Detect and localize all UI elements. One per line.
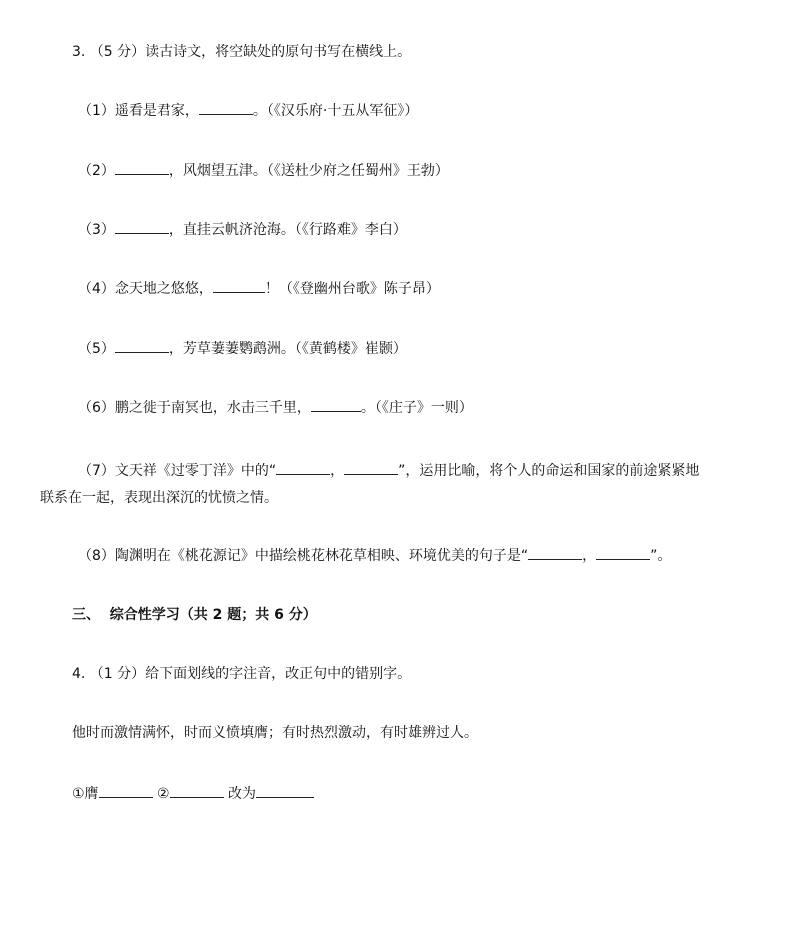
item-text-post: ”。	[650, 548, 672, 564]
item-text-pre: （2）	[78, 163, 115, 179]
q3-item-6	[78, 397, 473, 418]
item-text-mid: ，	[330, 463, 345, 479]
answer-label-3: 改为	[228, 786, 257, 802]
q4-header: 4. （1 分）给下面划线的字注音，改正句中的错别字。	[72, 666, 412, 682]
answer-blank[interactable]	[99, 783, 153, 798]
item-text-pre: （3）	[78, 222, 115, 238]
item-text-pre: （6）鹏之徙于南冥也，水击三千里，	[78, 400, 311, 416]
answer-label-1: ①膺	[72, 786, 99, 802]
item-text-post: ”，运用比喻，将个人的命运和国家的前途紧紧地	[398, 463, 700, 479]
answer-blank[interactable]	[115, 219, 169, 234]
answer-label-2: ②	[157, 786, 170, 802]
item-text-pre: （5）	[78, 341, 115, 357]
q4-answer-line	[72, 783, 314, 804]
answer-blank[interactable]	[311, 397, 361, 412]
item-text-pre: （1）遥看是君家，	[78, 103, 199, 119]
item-text-post: ！（《登幽州台歌》陈子昂）	[264, 281, 440, 297]
answer-blank[interactable]	[276, 460, 330, 475]
answer-blank[interactable]	[256, 783, 314, 798]
answer-blank[interactable]	[528, 545, 582, 560]
answer-blank[interactable]	[115, 338, 169, 353]
item-text-pre: （7）文天祥《过零丁洋》中的“	[78, 463, 277, 479]
q3-item-7	[78, 460, 699, 481]
q3-item-2	[78, 160, 449, 181]
answer-blank[interactable]	[344, 460, 398, 475]
item-text-pre: （8）陶渊明在《桃花源记》中描绘桃花林花草相映、环境优美的句子是“	[78, 548, 529, 564]
q3-item-8	[78, 545, 671, 566]
item-text-post: ，风烟望五津。（《送杜少府之任蜀州》王勃）	[168, 163, 449, 179]
item-text-pre: （4）念天地之悠悠，	[78, 281, 213, 297]
answer-blank[interactable]	[115, 160, 169, 175]
item-text-post: ，直挂云帆济沧海。（《行路难》李白）	[168, 222, 407, 238]
q4-sentence: 他时而激情满怀，时而义愤填膺；有时热烈激动，有时雄辨过人。	[72, 725, 478, 741]
answer-blank[interactable]	[199, 100, 253, 115]
q3-item-4	[78, 278, 440, 299]
q3-item-1	[78, 100, 418, 121]
item-text-mid: ，	[582, 548, 597, 564]
q3-item-7-continued: 联系在一起，表现出深沉的忧愤之情。	[40, 490, 278, 506]
answer-blank[interactable]	[596, 545, 650, 560]
q3-item-3	[78, 219, 407, 240]
item-text-post: 。（《庄子》一则）	[360, 400, 473, 416]
item-text-post: 。（《汉乐府·十五从军征》）	[252, 103, 419, 119]
answer-blank[interactable]	[170, 783, 224, 798]
q3-item-5	[78, 338, 407, 359]
q3-header: 3. （5 分）读古诗文，将空缺处的原句书写在横线上。	[72, 44, 412, 60]
section-heading: 三、 综合性学习（共 2 题；共 6 分）	[72, 607, 317, 623]
item-text-post: ，芳草萋萋鹦鹉洲。（《黄鹤楼》崔颢）	[168, 341, 407, 357]
answer-blank[interactable]	[213, 278, 265, 293]
